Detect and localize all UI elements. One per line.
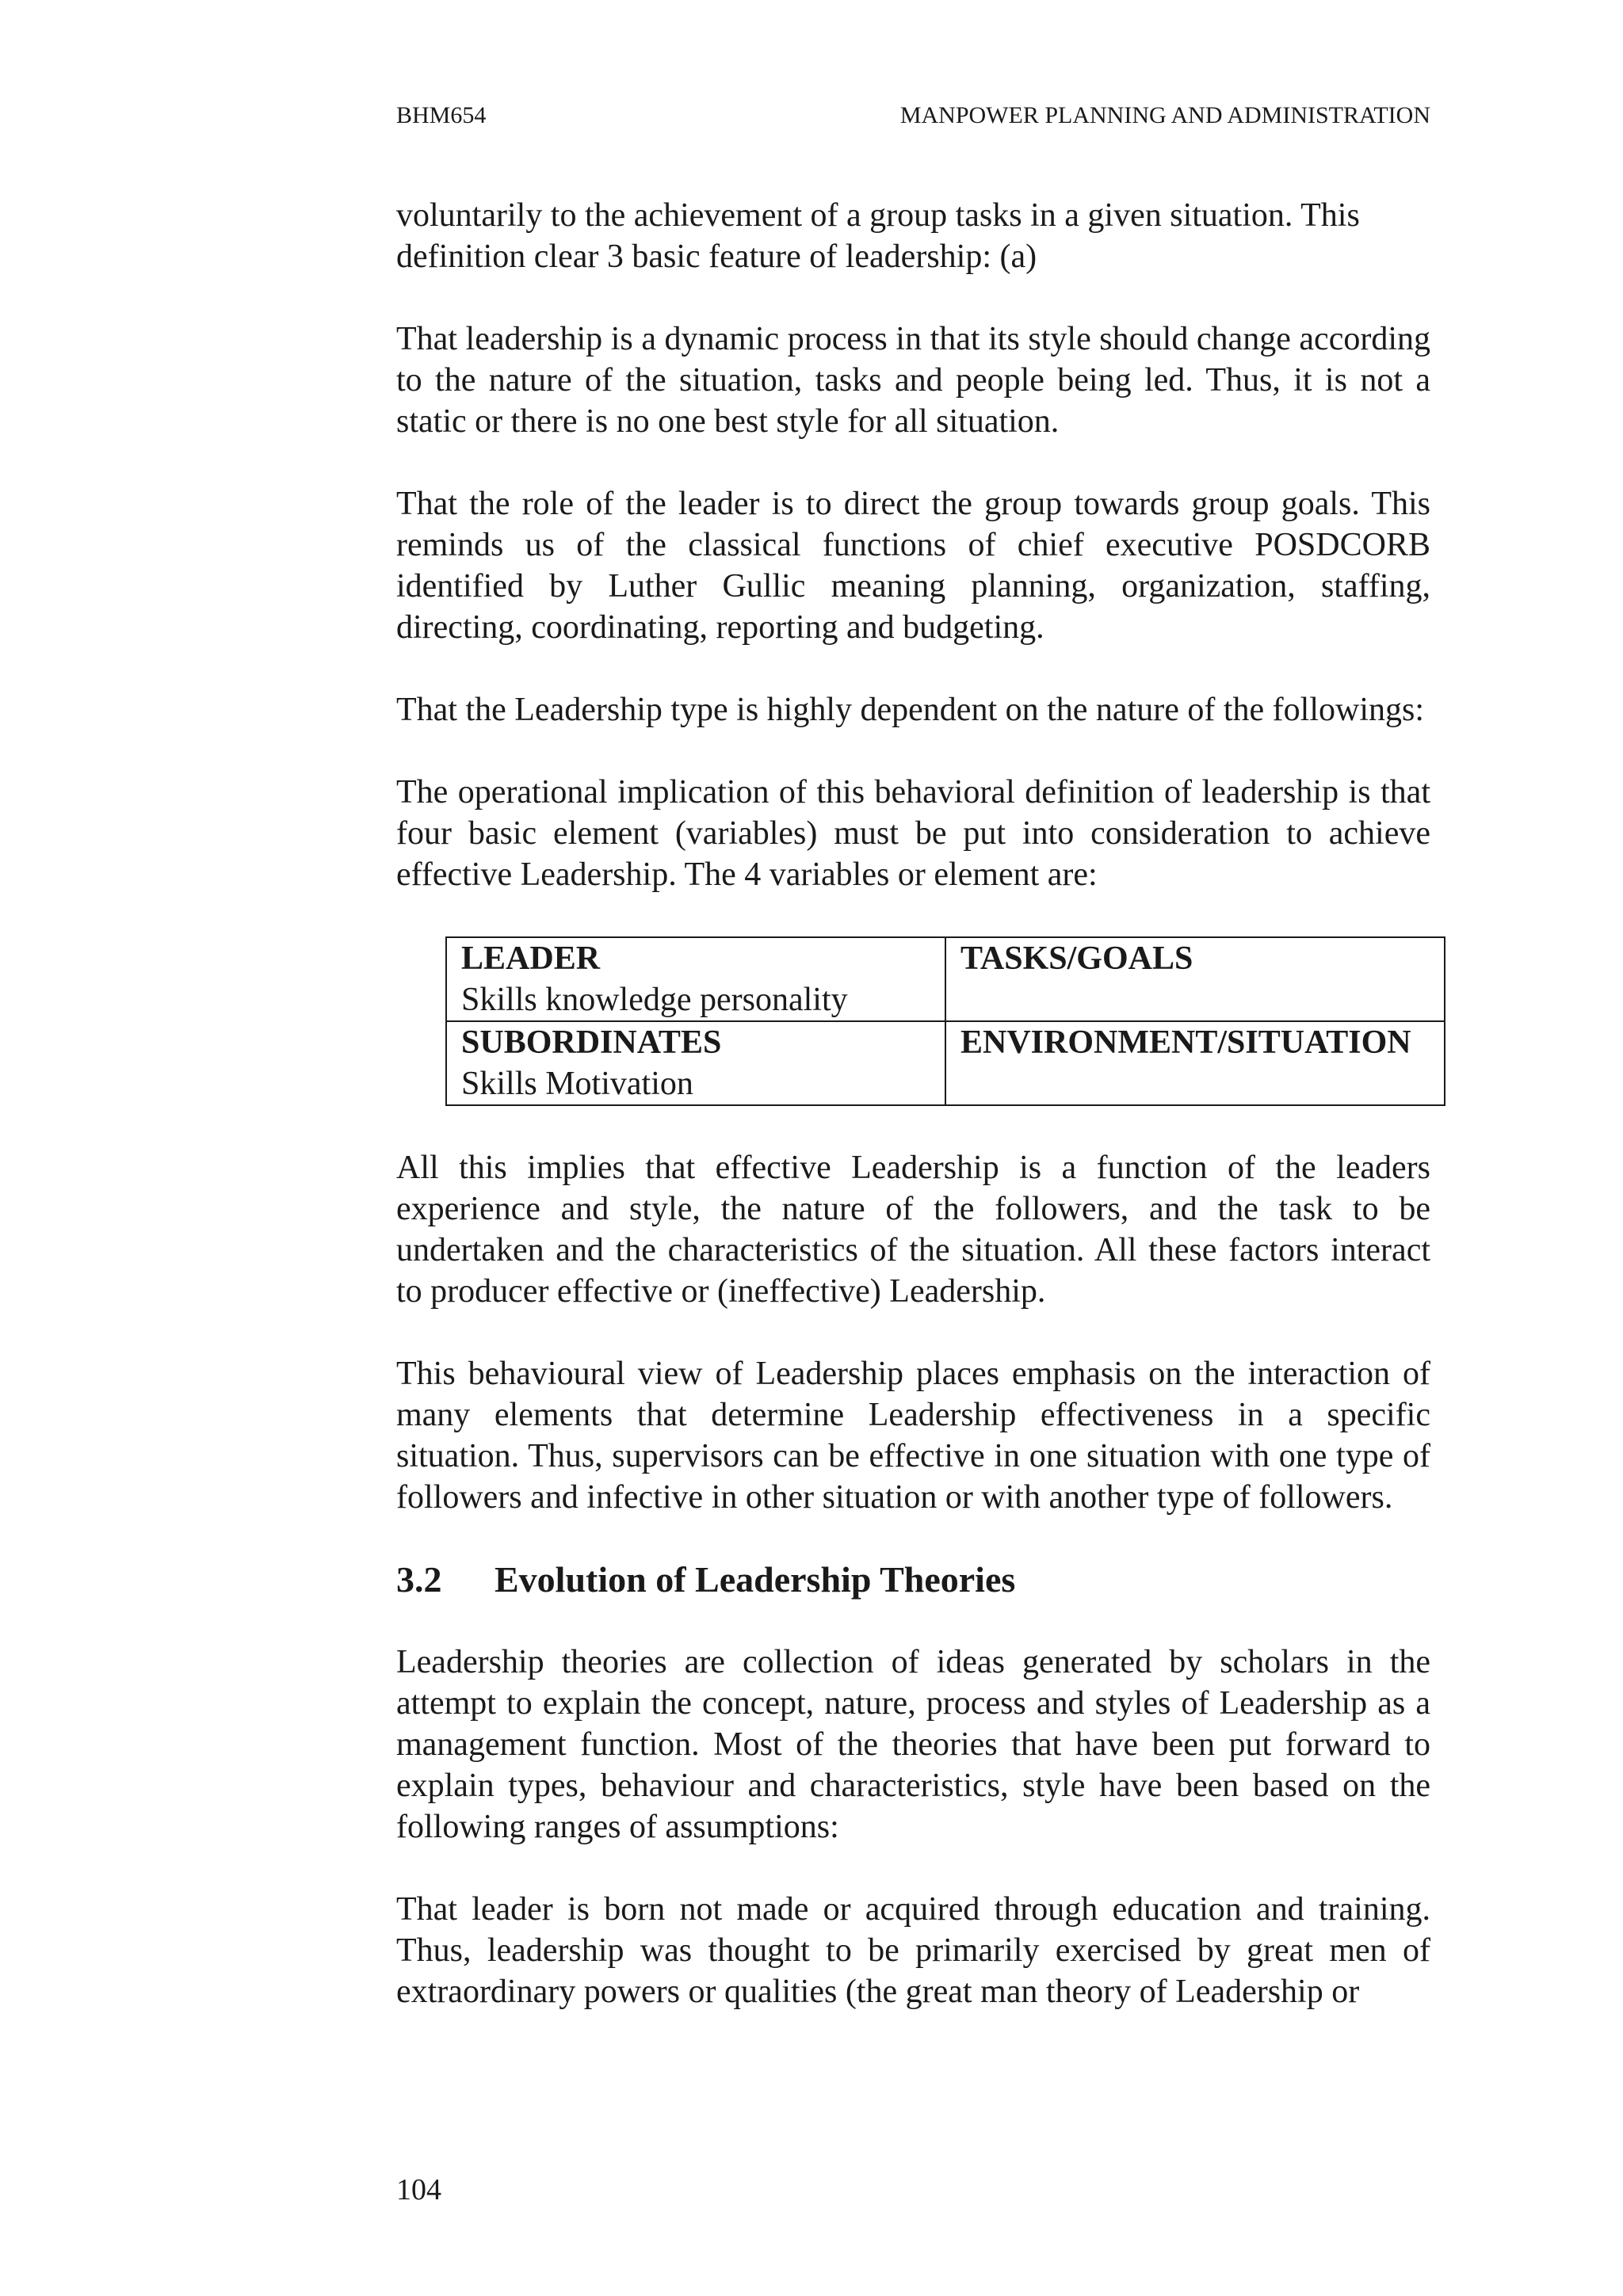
paragraph: The operational implication of this behavioral definition of leadership is that four basic element (variables) must be put into consideration to achieve effective Leadership. The 4 variables or element are: [396, 774, 1430, 893]
table-row [446, 937, 1445, 1021]
table-cell [446, 1021, 945, 1105]
table-cell [945, 1021, 1445, 1105]
cell-heading: SUBORDINATES [461, 1024, 722, 1061]
section-title: Evolution of Leadership Theories [495, 1559, 1016, 1600]
leadership-elements-table-wrapper [445, 936, 1445, 1106]
paragraph: This behavioural view of Leadership places emphasis on the interaction of many elements that determine Leadership effectiveness in a specific situation. Thus, supervisors can be effective in one situation with one type of followers and infective in other situation or with another type of followers. [396, 1356, 1430, 1516]
section-number: 3.2 [396, 1559, 442, 1600]
paragraph: That the role of the leader is to direct the group towards group goals. This reminds us of the classical functions of chief executive POSDCORB identified by Luther Gullic meaning planning, organization, staffing, directing, coordinating, reporting and budgeting. [396, 486, 1430, 646]
paragraph: voluntarily to the achievement of a group tasks in a given situation. This definition clear 3 basic feature of leadership: (a) [396, 197, 1360, 275]
section-heading [396, 1559, 1430, 1600]
course-code: BHM654 [396, 102, 487, 128]
paragraph: That the Leadership type is highly dependent on the nature of the followings: [396, 692, 1424, 728]
table-cell [945, 937, 1445, 1021]
paragraph: Leadership theories are collection of ideas generated by scholars in the attempt to explain the concept, nature, process and styles of Leadership as a management function. Most of the theories that have been put forward to explain types, behaviour and characteristics, style have been based on the following ranges of assumptions: [396, 1644, 1430, 1845]
cell-detail: Skills Motivation [461, 1066, 693, 1102]
paragraph: All this implies that effective Leadership is a function of the leaders experience and style, the nature of the followers, and the task to be undertaken and the characteristics of the situation. All these factors interact to producer effective or (ineffective) Leadership. [396, 1150, 1430, 1310]
cell-heading: LEADER [461, 940, 601, 977]
cell-heading: TASKS/GOALS [960, 940, 1193, 977]
page-header [396, 100, 1430, 132]
cell-heading: ENVIRONMENT/SITUATION [960, 1024, 1411, 1061]
paragraph: That leader is born not made or acquired through education and training. Thus, leadership was thought to be primarily exercised by great men of extraordinary powers or qualities (the great man theory of Leadership or [396, 1891, 1430, 2010]
page-number: 104 [396, 2173, 441, 2206]
leadership-elements-table [445, 936, 1445, 1106]
paragraph: That leadership is a dynamic process in that its style should change according to the nature of the situation, tasks and people being led. Thus, it is not a static or there is no one best style for all situation. [396, 321, 1430, 440]
page-body [396, 195, 1430, 2054]
table-cell [446, 937, 945, 1021]
cell-detail: Skills knowledge personality [461, 982, 848, 1018]
course-title: MANPOWER PLANNING AND ADMINISTRATION [899, 102, 1430, 128]
table-row [446, 1021, 1445, 1105]
